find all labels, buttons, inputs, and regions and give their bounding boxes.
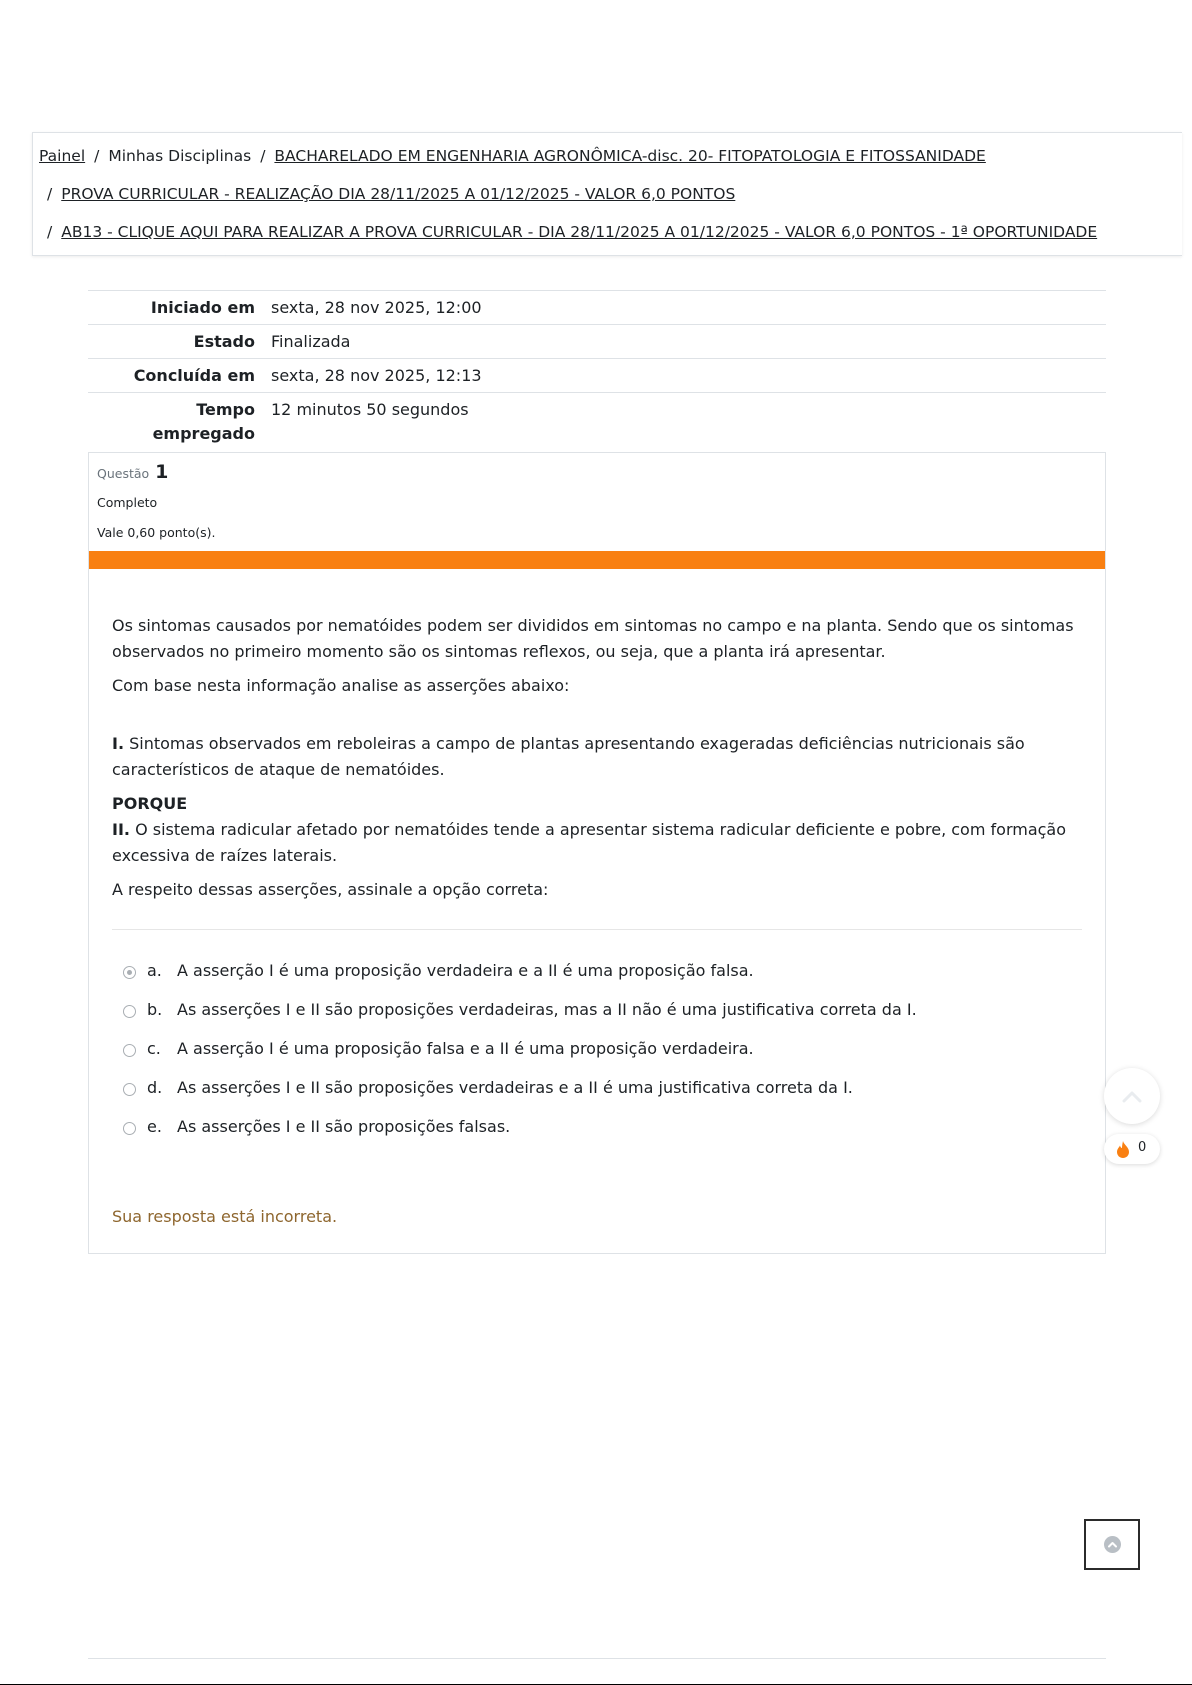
answer-feedback: Sua resposta está incorreta. [112, 1207, 338, 1226]
chevron-up-icon [1108, 1541, 1117, 1548]
answer-text: As asserções I e II são proposições falsas. [177, 1117, 511, 1136]
summary-row-time-taken [88, 393, 1106, 451]
question-number [97, 461, 168, 483]
breadcrumb-separator: / [94, 147, 100, 165]
breadcrumb-separator: / [260, 147, 266, 165]
assertion-1-text: Sintomas observados em reboleiras a campo de plantas apresentando exageradas deficiências nutricionais são característicos de ataque de nematóides. [112, 734, 1025, 779]
radio-button[interactable] [123, 1122, 136, 1135]
floating-action-button[interactable] [1104, 1068, 1160, 1124]
breadcrumb-item-minhas-disciplinas: Minhas Disciplinas [108, 147, 252, 165]
question-number-value: 1 [155, 461, 169, 483]
answer-letter: b. [147, 1000, 163, 1019]
summary-label: Tempo empregado [88, 393, 263, 451]
assertion-2-label: II. [112, 820, 130, 839]
breadcrumb-link-section[interactable]: PROVA CURRICULAR - REALIZAÇÃO DIA 28/11/2025 A 01/12/2025 - VALOR 6,0 PONTOS [61, 185, 736, 203]
summary-value: sexta, 28 nov 2025, 12:13 [263, 359, 1106, 393]
summary-label: Estado [88, 325, 263, 359]
summary-value: 12 minutos 50 segundos [263, 393, 1106, 451]
summary-label: Concluída em [88, 359, 263, 393]
question-intro: Os sintomas causados por nematóides podem ser divididos em sintomas no campo e na planta. Sendo que os sintomas observados no primeiro momento são os sintomas reflexos, ou seja, que a planta irá apresentar. [112, 616, 1074, 661]
reaction-counter[interactable] [1104, 1134, 1160, 1164]
question-state: Completo [97, 495, 158, 510]
answer-text: As asserções I e II são proposições verdadeiras e a II é uma justificativa correta da I. [177, 1078, 853, 1097]
question-prompt: A respeito dessas asserções, assinale a opção correta: [112, 880, 549, 899]
answer-letter: a. [147, 961, 162, 980]
radio-button[interactable] [123, 1005, 136, 1018]
breadcrumb-separator: / [47, 185, 53, 203]
summary-row-started [88, 291, 1106, 325]
summary-value: Finalizada [263, 325, 1106, 359]
summary-value: sexta, 28 nov 2025, 12:00 [263, 291, 1106, 325]
summary-row-state [88, 325, 1106, 359]
assertion-connector: PORQUE [112, 794, 188, 813]
footer-divider [88, 1658, 1106, 1659]
question-grade: Vale 0,60 ponto(s). [97, 525, 216, 540]
attempt-summary-table [88, 290, 1106, 450]
chevron-up-icon [1122, 1089, 1142, 1103]
question-header-bar [89, 551, 1105, 569]
question-card [88, 452, 1106, 1254]
breadcrumb [32, 132, 1182, 256]
breadcrumb-link-quiz[interactable]: AB13 - CLIQUE AQUI PARA REALIZAR A PROVA CURRICULAR - DIA 28/11/2025 A 01/12/2025 - VALOR 6,0 PONTOS - 1ª OPORTUNIDADE [61, 223, 1098, 241]
answer-text: As asserções I e II são proposições verdadeiras, mas a II não é uma justificativa correta da I. [177, 1000, 917, 1019]
answer-letter: c. [147, 1039, 161, 1058]
divider [112, 929, 1082, 930]
radio-button[interactable] [123, 1044, 136, 1057]
summary-row-completed [88, 359, 1106, 393]
radio-button-selected[interactable] [123, 966, 136, 979]
answer-text: A asserção I é uma proposição falsa e a II é uma proposição verdadeira. [177, 1039, 754, 1058]
question-label: Questão [97, 466, 150, 481]
assertion-1-label: I. [112, 734, 125, 753]
breadcrumb-link-painel[interactable]: Painel [39, 147, 86, 165]
answer-letter: e. [147, 1117, 162, 1136]
breadcrumb-link-course[interactable]: BACHARELADO EM ENGENHARIA AGRONÔMICA-disc. 20- FITOPATOLOGIA E FITOSSANIDADE [274, 147, 986, 165]
assertion-2 [112, 817, 1082, 869]
summary-label: Iniciado em [88, 291, 263, 325]
answer-text: A asserção I é uma proposição verdadeira e a II é uma proposição falsa. [177, 961, 754, 980]
answer-letter: d. [147, 1078, 163, 1097]
breadcrumb-separator: / [47, 223, 53, 241]
assertion-1 [112, 731, 1082, 783]
question-intro-2: Com base nesta informação analise as asserções abaixo: [112, 676, 570, 695]
scroll-to-top-button[interactable] [1084, 1519, 1140, 1570]
radio-button[interactable] [123, 1083, 136, 1096]
reaction-count: 0 [1138, 1140, 1147, 1155]
flame-icon [1116, 1141, 1130, 1158]
question-text [112, 613, 1082, 903]
assertion-2-text: O sistema radicular afetado por nematóides tende a apresentar sistema radicular deficiente e pobre, com formação excessiva de raízes laterais. [112, 820, 1067, 865]
